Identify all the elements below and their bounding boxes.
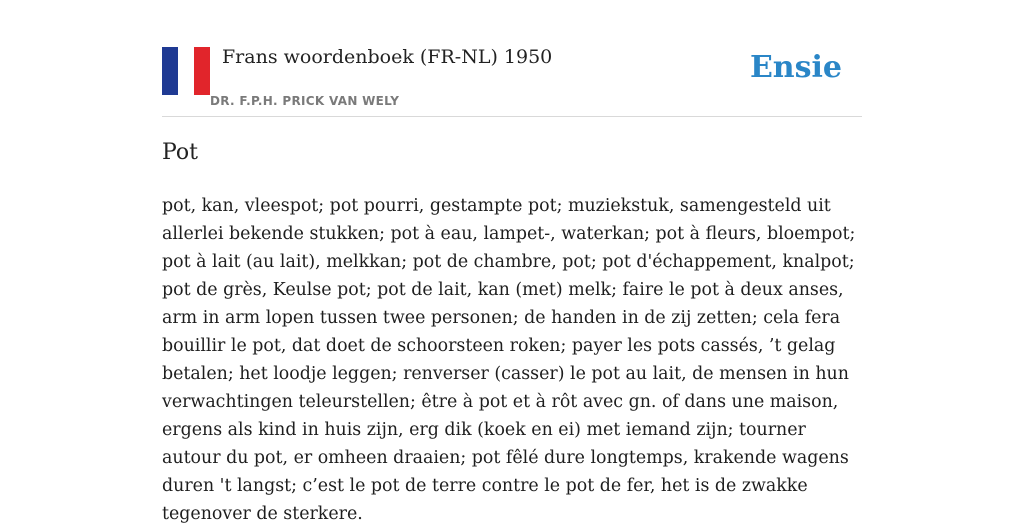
dictionary-title[interactable]: Frans woordenboek (FR-NL) 1950 — [222, 46, 553, 68]
flag-stripe-blue — [162, 47, 178, 95]
french-flag-icon — [162, 47, 210, 95]
dictionary-author: DR. F.P.H. PRICK VAN WELY — [210, 94, 400, 108]
entry-headword: Pot — [162, 140, 198, 165]
dictionary-header — [162, 40, 862, 117]
flag-stripe-red — [194, 47, 210, 95]
ensie-logo-link[interactable]: Ensie — [749, 50, 842, 85]
entry-definition: pot, kan, vleespot; pot pourri, gestampte pot; muziekstuk, samengesteld uit allerlei bekende stukken; pot à eau, lampet-, waterkan; pot à fleurs, bloempot; pot à lait (au lait), melkkan; pot de chambre, pot; pot d'échappement, knalpot; pot de grès, Keulse pot; pot de lait, kan (met) melk; faire le pot à deux anses, arm in arm lopen tussen twee personen; de handen in de zij zetten; cela fera bouillir le pot, dat doet de schoorsteen roken; payer les pots cassés, ’t gelag betalen; het loodje leggen; renverser (casser) le pot au lait, de mensen in hun verwachtingen teleurstellen; être à pot et à rôt avec gn. of dans une maison, ergens als kind in huis zijn, erg dik (koek en ei) met iemand zijn; tourner autour du pot, er omheen draaien; pot fêlé dure longtemps, krakende wagens duren 't langst; c’est le pot de terre contre le pot de fer, het is de zwakke tegenover de sterkere. — [162, 196, 856, 524]
flag-stripe-white — [178, 47, 194, 95]
